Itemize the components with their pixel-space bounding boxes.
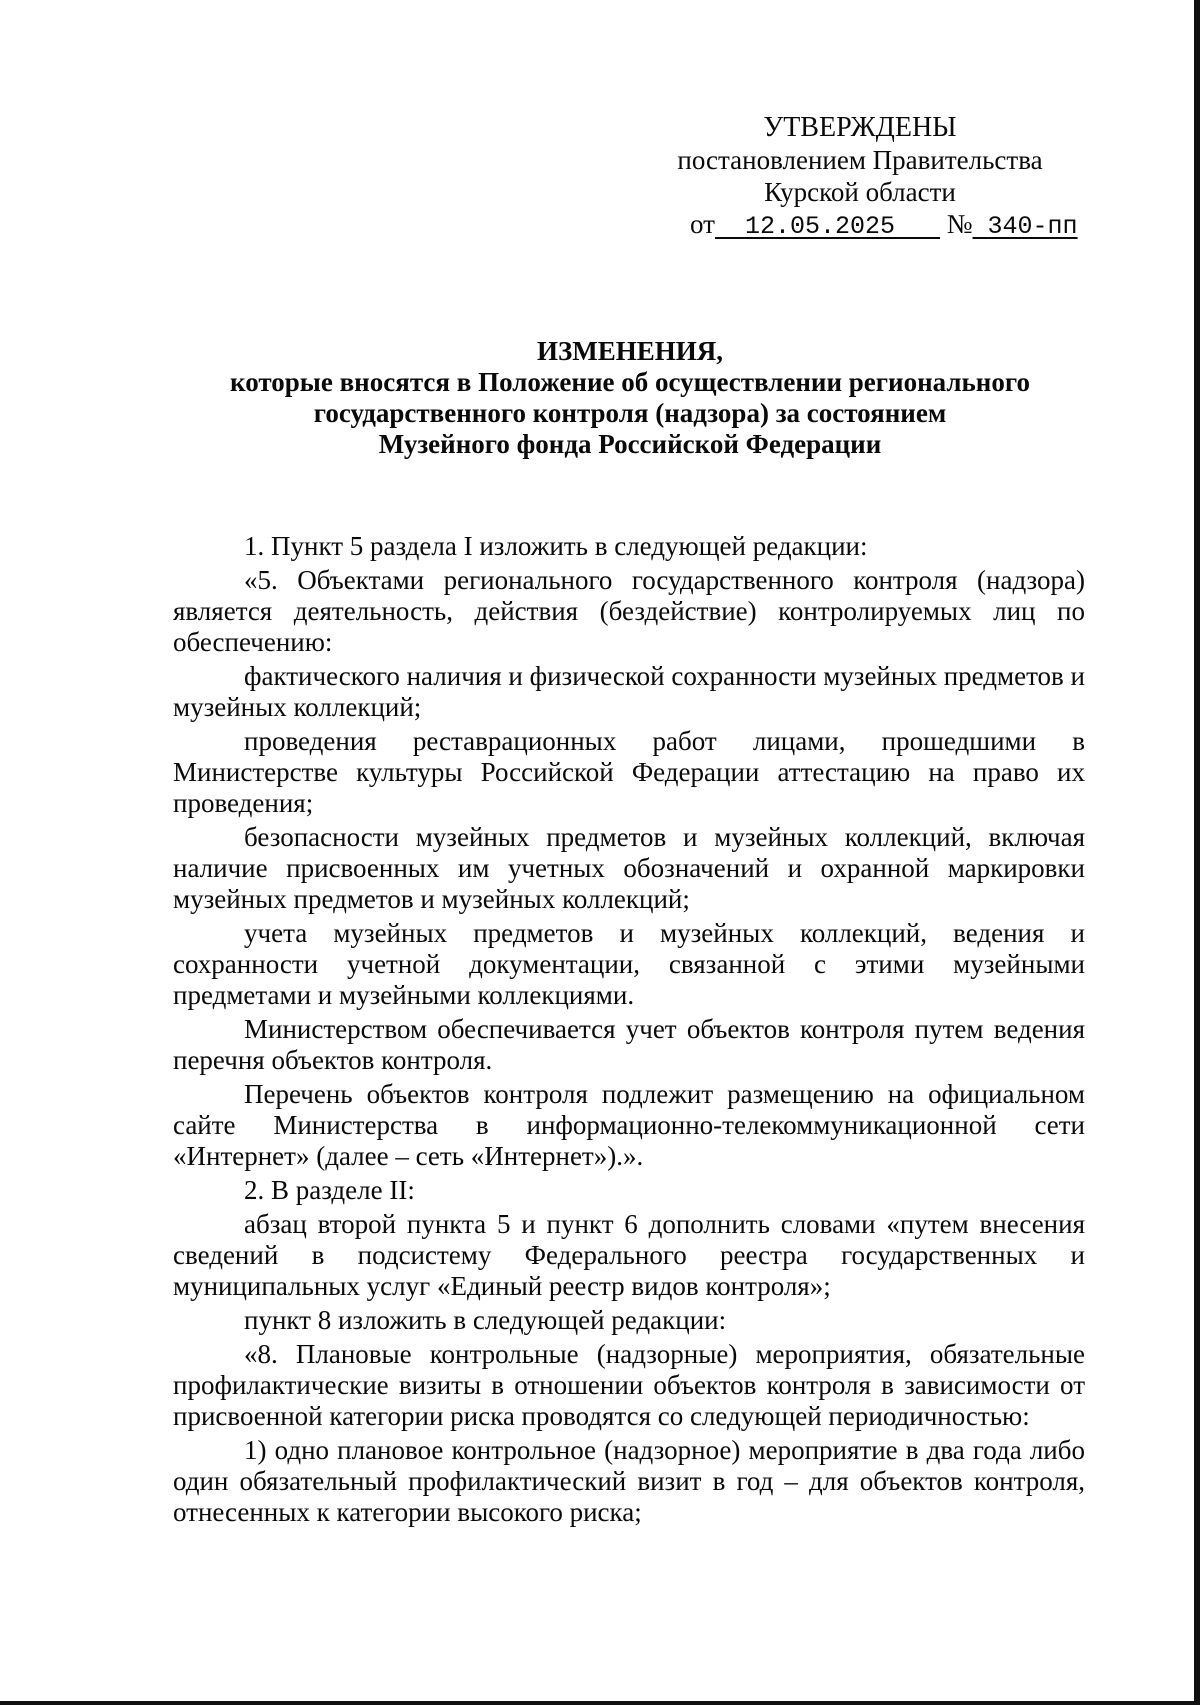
approval-line-1: постановлением Правительства: [677, 145, 1043, 175]
approval-number: 340-пп: [987, 212, 1078, 241]
approval-title: УТВЕРЖДЕНЫ: [763, 112, 957, 143]
paragraph-4: проведения реставрационных работ лицами, прошедшими в Министерстве культуры Российской Федерации аттестацию на право их проведения;: [173, 726, 1085, 818]
paragraph-11: пункт 8 изложить в следующей редакции:: [244, 1305, 727, 1335]
approval-block: [640, 112, 1080, 243]
approval-line-2: Курской области: [764, 177, 956, 207]
paragraph-13: 1) одно плановое контрольное (надзорное) мероприятие в два года либо один обязательный профилактический визит в год – для объектов контроля, отнесенных к категории высокого риска;: [173, 1435, 1085, 1527]
approval-date-prefix: от: [690, 209, 715, 239]
approval-number-label: №: [946, 209, 973, 239]
paragraph-12: «8. Плановые контрольные (надзорные) мероприятия, обязательные профилактические визиты в отношении объектов контроля в зависимости от присвоенной категории риска проводятся со следующей периодичностью:: [173, 1339, 1085, 1431]
paragraph-6: учета музейных предметов и музейных коллекций, ведения и сохранности учетной документации, связанной с этими музейными предметами и музейными коллекциями.: [173, 918, 1085, 1010]
paragraph-1: 1. Пункт 5 раздела I изложить в следующей редакции:: [244, 531, 868, 561]
paragraph-10: абзац второй пункта 5 и пункт 6 дополнить словами «путем внесения сведений в подсистему Федерального реестра государственных и муниципальных услуг «Единый реестр видов контроля»;: [173, 1209, 1085, 1301]
approval-date-field: [715, 212, 940, 241]
page-edge-bottom: [0, 1701, 1200, 1705]
approval-date-number-row: [640, 208, 1080, 243]
paragraph-7: Министерством обеспечивается учет объектов контроля путем ведения перечня объектов контроля.: [173, 1014, 1085, 1075]
title-line-2: государственного контроля (надзора) за состоянием: [313, 398, 947, 428]
page-edge-right: [1194, 0, 1200, 1705]
title-line-1: которые вносятся в Положение об осуществлении регионального: [230, 367, 1030, 397]
document-body: [173, 531, 1085, 1528]
paragraph-9: 2. В разделе II:: [244, 1175, 415, 1205]
approval-date: 12.05.2025: [744, 212, 895, 241]
document-title: [170, 336, 1090, 460]
title-heading: ИЗМЕНЕНИЯ,: [536, 336, 723, 366]
paragraph-3: фактического наличия и физической сохранности музейных предметов и музейных коллекций;: [173, 661, 1085, 722]
paragraph-5: безопасности музейных предметов и музейных коллекций, включая наличие присвоенных им учетных обозначений и охранной маркировки музейных предметов и музейных коллекций;: [173, 822, 1085, 914]
title-line-3: Музейного фонда Российской Федерации: [378, 429, 882, 459]
approval-number-field: [973, 212, 1078, 241]
paragraph-8: Перечень объектов контроля подлежит размещению на официальном сайте Министерства в информационно-телекоммуникационной сети «Интернет» (далее – сеть «Интернет»).».: [173, 1079, 1085, 1171]
paragraph-2: «5. Объектами регионального государственного контроля (надзора) является деятельность, действия (бездействие) контролируемых лиц по обеспечению:: [173, 565, 1085, 657]
